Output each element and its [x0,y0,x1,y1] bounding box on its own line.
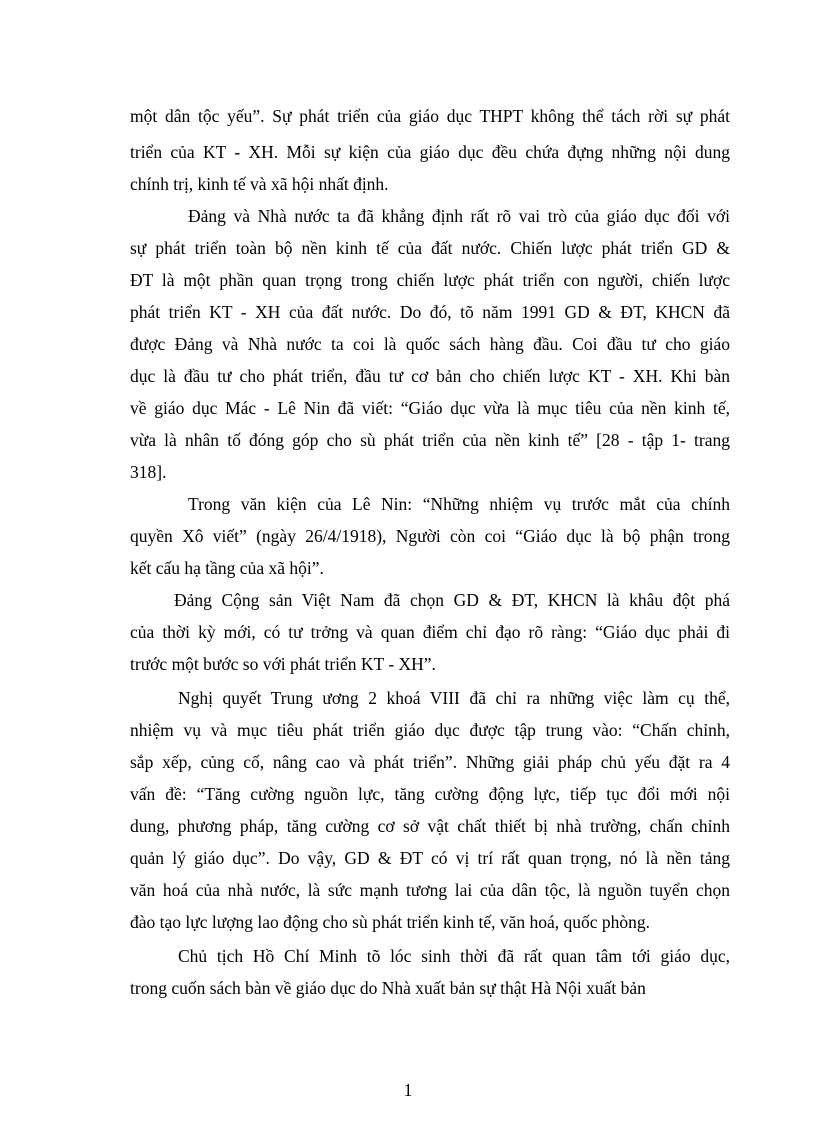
text-line: dung, phương pháp, tăng cường cơ sở vật chất thiết bị nhà trường, chấn chỉnh [130,816,730,836]
text-line: Đảng Cộng sản Việt Nam đã chọn GD & ĐT, KHCN là khâu đột phá [174,590,730,610]
page-number: 1 [403,1080,413,1100]
text-line: chính trị, kinh tế và xã hội nhất định. [130,174,389,194]
text-line: quản lý giáo dục”. Do vậy, GD & ĐT có vị trí rất quan trọng, nó là nền tảng [130,848,730,868]
text-line: Đảng và Nhà nước ta đã khẳng định rất rõ vai trò của giáo dục đối với [188,206,730,226]
text-line: vấn đề: “Tăng cường nguồn lực, tăng cường động lực, tiếp tục đổi mới nội [130,784,730,804]
text-line: được Đảng và Nhà nước ta coi là quốc sách hàng đầu. Coi đầu tư cho giáo [130,334,730,354]
text-line: ĐT là một phần quan trọng trong chiến lược phát triển con người, chiến lược [130,270,730,290]
text-line: triển của KT - XH. Mỗi sự kiện của giáo dục đều chứa đựng những nội dung [130,142,730,162]
text-line: quyền Xô viết” (ngày 26/4/1918), Người còn coi “Giáo dục là bộ phận trong [130,526,730,546]
text-line: kết cấu hạ tầng của xã hội”. [130,558,324,578]
text-line: một dân tộc yếu”. Sự phát triển của giáo dục THPT không thể tách rời sự phát [130,106,730,126]
text-line: về giáo dục Mác - Lê Nin đã viết: “Giáo dục vừa là mục tiêu của nền kinh tế, [130,398,730,418]
text-line: nhiệm vụ và mục tiêu phát triển giáo dục được tập trung vào: “Chấn chỉnh, [130,720,730,740]
text-line: phát triển KT - XH của đất nước. Do đó, tõ năm 1991 GD & ĐT, KHCN đã [130,302,730,322]
text-line: Chủ tịch Hồ Chí Minh tõ lóc sinh thời đã rất quan tâm tới giáo dục, [178,946,730,966]
text-line: dục là đầu tư cho phát triển, đầu tư cơ bản cho chiến lược KT - XH. Khi bàn [130,366,730,386]
text-line: vừa là nhân tố đóng góp cho sù phát triển của nền kinh tế” [28 - tập 1- trang [130,430,730,450]
text-line: trong cuốn sách bàn về giáo dục do Nhà xuất bản sự thật Hà Nội xuất bản [130,978,646,998]
text-line: Nghị quyết Trung ương 2 khoá VIII đã chỉ ra những việc làm cụ thể, [178,688,730,708]
text-line: Trong văn kiện của Lê Nin: “Những nhiệm vụ trước mắt của chính [188,494,730,514]
text-line: đào tạo lực lượng lao động cho sù phát triển kinh tế, văn hoá, quốc phòng. [130,912,651,932]
text-line: của thời kỳ mới, có tư trởng và quan điểm chỉ đạo rõ ràng: “Giáo dục phải đi [130,622,730,642]
text-line: trước một bước so với phát triển KT - XH”. [130,654,436,674]
text-line: văn hoá của nhà nước, là sức mạnh tương lai của dân tộc, là nguồn tuyển chọn [130,880,730,900]
text-line: 318]. [130,462,167,482]
text-line: sắp xếp, củng cố, nâng cao và phát triển”. Những giải pháp chủ yếu đặt ra 4 [130,752,730,772]
text-line: sự phát triển toàn bộ nền kinh tế của đất nước. Chiến lược phát triển GD & [130,238,730,258]
